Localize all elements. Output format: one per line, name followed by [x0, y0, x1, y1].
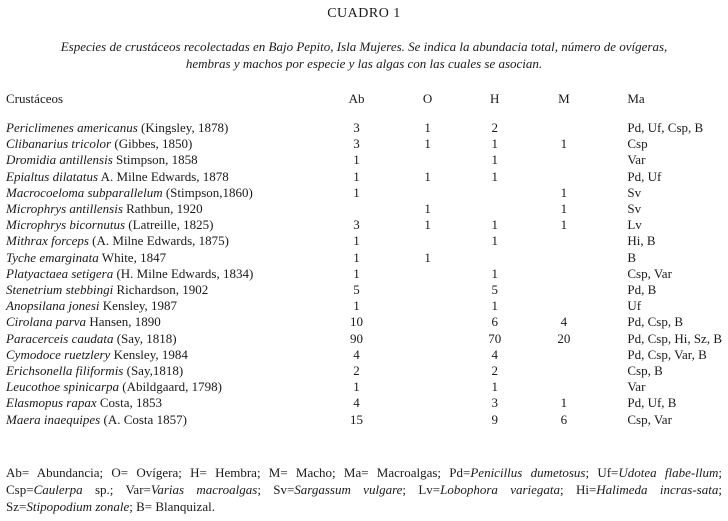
- cell-female: 2: [491, 120, 498, 135]
- species-name: Tyche emarginata: [6, 249, 99, 265]
- header-abundance: Ab: [348, 91, 365, 106]
- cell-female: 1: [491, 233, 498, 249]
- cell-ovigerous: [388, 233, 467, 249]
- cell-female: 3: [491, 395, 498, 411]
- table-row: [6, 412, 722, 428]
- footnote-text: ; Hi=: [560, 482, 597, 497]
- species-author: Kensley, 1984: [110, 346, 188, 362]
- table-body: [6, 110, 722, 428]
- cell-male: 1: [560, 201, 568, 217]
- cell-ovigerous: 1: [424, 136, 431, 152]
- cell-abundance: 15: [350, 411, 364, 427]
- cell-abundance: 5: [353, 282, 360, 298]
- cell-male: 1: [560, 136, 568, 152]
- header-ovigerous: O: [422, 91, 433, 106]
- cell-male: 1: [560, 395, 568, 411]
- species-author: Stimpson, 1858: [112, 152, 198, 168]
- footnote-text: ; B= Blanquizal.: [129, 499, 215, 514]
- footnote-text: Ab= Abundancia; O= Ovígera; H= Hembra; M= Macho; Ma= Macroalgas; Pd=: [6, 465, 471, 480]
- cell-abundance: 3: [353, 217, 360, 233]
- cell-female: 1: [491, 265, 498, 281]
- cell-species: [6, 250, 325, 266]
- species-name: Elasmopus rapax: [6, 395, 97, 411]
- table-row: [6, 201, 722, 217]
- species-author: A. Milne Edwards, 1878: [98, 168, 229, 184]
- cell-male: 6: [560, 411, 568, 427]
- cell-female: [467, 250, 522, 266]
- cell-abundance: 4: [353, 346, 360, 362]
- cell-macroalgae: Csp, Var: [627, 265, 672, 281]
- cell-species: [6, 379, 325, 395]
- cell-abundance: 4: [353, 395, 360, 411]
- table-row: [6, 331, 722, 347]
- cell-species: [6, 120, 325, 136]
- cell-macroalgae: Pd, Csp, B: [627, 314, 683, 330]
- table-row: [6, 185, 722, 201]
- table-row: [6, 266, 722, 282]
- species-name: Epialtus dilatatus: [6, 168, 99, 184]
- cell-ovigerous: [388, 298, 467, 314]
- species-name: Dromidia antillensis: [6, 152, 113, 168]
- footnote-term: Udotea flabe-llum: [618, 465, 719, 480]
- cell-male: 1: [560, 217, 568, 233]
- cell-ovigerous: [388, 412, 467, 428]
- caption-line-2: hembras y machos por especie y las algas con las cuales se asocian.: [185, 56, 543, 71]
- caption-line-1: Especies de crustáceos recolectadas en Bajo Pepito, Isla Mujeres. Se indica la abundacia total, número de ovígeras,: [60, 39, 668, 54]
- cell-species: [6, 152, 325, 168]
- table-row: [6, 233, 722, 249]
- cell-abundance: 1: [353, 249, 360, 265]
- cell-female: 1: [491, 379, 498, 395]
- cell-abundance: [325, 201, 388, 217]
- table-row: [6, 136, 722, 152]
- cell-ovigerous: [388, 314, 467, 330]
- cell-male: 4: [560, 314, 568, 330]
- cell-macroalgae: Csp: [627, 136, 648, 152]
- species-author: (Stimpson,1860): [162, 184, 253, 200]
- cell-ovigerous: [388, 347, 467, 363]
- cell-abundance: 1: [353, 168, 360, 184]
- table-row: [6, 120, 722, 136]
- species-name: Cymodoce ruetzlery: [6, 346, 111, 362]
- header-female: H: [490, 91, 500, 106]
- species-author: Hansen, 1890: [86, 314, 161, 330]
- species-author: (Latreille, 1825): [125, 217, 214, 233]
- cell-macroalgae: Pd, Csp, Var, B: [627, 346, 707, 362]
- species-name: Platyactaea setigera: [6, 265, 114, 281]
- cell-abundance: 10: [350, 314, 364, 330]
- cell-abundance: 1: [353, 265, 360, 281]
- cell-ovigerous: [388, 266, 467, 282]
- cell-female: 1: [491, 168, 498, 184]
- cell-female: 1: [491, 298, 498, 314]
- species-name: Cirolana parva: [6, 314, 87, 330]
- cell-ovigerous: [388, 395, 467, 411]
- species-author: (A. Costa 1857): [100, 411, 187, 427]
- cell-ovigerous: [388, 363, 467, 379]
- cell-ovigerous: 1: [424, 120, 431, 135]
- footnote-term: Lobophora variegata: [440, 482, 561, 497]
- cell-macroalgae: Hi, B: [627, 233, 656, 249]
- cell-female: 1: [491, 217, 498, 233]
- cell-female: 70: [488, 330, 502, 346]
- cell-ovigerous: [388, 185, 467, 201]
- species-name: Anopsilana jonesi: [6, 298, 100, 314]
- cell-male: [522, 266, 605, 282]
- species-author: White, 1847: [98, 249, 167, 265]
- species-name: Periclimenes americanus: [6, 120, 138, 135]
- cell-species: [6, 331, 325, 347]
- table-row: [6, 347, 722, 363]
- footnote-text: sp.; Var=: [82, 482, 151, 497]
- cell-female: 5: [491, 282, 498, 298]
- header-male: M: [558, 91, 570, 106]
- cell-species: [6, 233, 325, 249]
- cell-ovigerous: 1: [424, 168, 431, 184]
- species-author: (A. Milne Edwards, 1875): [88, 233, 230, 249]
- cell-macroalgae: Uf: [627, 298, 642, 314]
- cell-macroalgae: Pd, Csp, Hi, Sz, B: [627, 330, 722, 346]
- table-row: [6, 314, 722, 330]
- species-author: (H. Milne Edwards, 1834): [113, 265, 254, 281]
- species-name: Leucothoe spinicarpa: [6, 379, 120, 395]
- cell-macroalgae: Csp, Var: [627, 411, 672, 427]
- cell-macroalgae: Csp, B: [627, 363, 663, 379]
- cell-female: 1: [491, 152, 498, 168]
- cell-female: 1: [491, 136, 498, 152]
- species-name: Erichsonella filiformis: [6, 363, 124, 379]
- cell-species: [6, 395, 325, 411]
- cell-abundance: 90: [350, 330, 364, 346]
- cell-ovigerous: [388, 379, 467, 395]
- cell-species: [6, 282, 325, 298]
- cell-species: [6, 314, 325, 330]
- species-author: (Kingsley, 1878): [137, 120, 229, 135]
- cell-macroalgae: Sv: [627, 201, 642, 217]
- cell-species: [6, 169, 325, 185]
- species-name: Maera inaequipes: [6, 411, 101, 427]
- cell-abundance: 1: [353, 152, 360, 168]
- cell-macroalgae: Pd, B: [627, 282, 657, 298]
- cell-species: [6, 266, 325, 282]
- cell-abundance: 1: [353, 298, 360, 314]
- footnote-term: Sargassum vulgare: [294, 482, 403, 497]
- table-spacer-row: [6, 110, 722, 120]
- species-name: Paracerceis caudata: [6, 330, 114, 346]
- cell-ovigerous: [388, 152, 467, 168]
- header-species: Crustáceos: [6, 91, 64, 106]
- species-author: Richardson, 1902: [113, 282, 209, 298]
- species-author: (Say, 1818): [113, 330, 177, 346]
- cell-abundance: 1: [353, 184, 360, 200]
- cell-species: [6, 412, 325, 428]
- table-caption: [10, 38, 718, 72]
- cell-male: [522, 152, 605, 168]
- cell-male: [522, 298, 605, 314]
- table-row: [6, 152, 722, 168]
- table-row: [6, 282, 722, 298]
- cell-male: [522, 169, 605, 185]
- table-row: [6, 250, 722, 266]
- cell-species: [6, 201, 325, 217]
- footnote-term: Stipopodium zonale: [26, 499, 130, 514]
- cell-female: 4: [491, 346, 498, 362]
- cell-ovigerous: [388, 282, 467, 298]
- species-name: Macrocoeloma subparallelum: [6, 184, 163, 200]
- species-name: Stenetrium stebbingi: [6, 282, 114, 298]
- crustacean-table: [6, 88, 722, 428]
- cell-male: [522, 250, 605, 266]
- cell-macroalgae: Pd, Uf, B: [627, 395, 677, 411]
- cell-abundance: 3: [353, 120, 360, 135]
- cell-male: [522, 233, 605, 249]
- table-header-row: [6, 88, 722, 110]
- cell-species: [6, 363, 325, 379]
- cell-macroalgae: Sv: [627, 184, 642, 200]
- cell-macroalgae: Pd, Uf: [627, 168, 662, 184]
- cell-male: [522, 347, 605, 363]
- table-title: CUADRO 1: [327, 6, 401, 21]
- cell-female: [467, 185, 522, 201]
- footnote-text: ; Uf=: [585, 465, 619, 480]
- cell-male: 20: [557, 330, 571, 346]
- table-row: [6, 217, 722, 233]
- cell-male: [522, 120, 605, 136]
- cell-male: [522, 363, 605, 379]
- species-name: Mithrax forceps: [6, 233, 89, 249]
- species-author: Kensley, 1987: [99, 298, 178, 314]
- cell-macroalgae: B: [627, 249, 637, 265]
- cell-macroalgae: Var: [627, 152, 646, 168]
- species-author: (Gibbes, 1850): [111, 136, 193, 152]
- cell-species: [6, 347, 325, 363]
- cell-male: 1: [560, 184, 568, 200]
- footnote-term: Varias macroalgas: [150, 482, 258, 497]
- cell-male: [522, 282, 605, 298]
- footnote-text: ; Lv=: [402, 482, 441, 497]
- footnote-text: ; Sz=: [6, 482, 722, 514]
- cell-ovigerous: [388, 331, 467, 347]
- footnote-term: Caulerpa: [33, 482, 83, 497]
- cell-abundance: 1: [353, 379, 360, 395]
- table-row: [6, 395, 722, 411]
- cell-species: [6, 185, 325, 201]
- species-name: Microphrys antillensis: [6, 201, 123, 217]
- table-row: [6, 298, 722, 314]
- cell-abundance: 3: [353, 136, 360, 152]
- footnote-term: Penicillus dumetosus: [470, 465, 586, 480]
- cell-ovigerous: 1: [424, 201, 431, 217]
- cell-macroalgae: Lv: [627, 217, 642, 233]
- cell-female: 6: [491, 314, 498, 330]
- cell-ovigerous: 1: [424, 217, 431, 233]
- species-author: Costa, 1853: [96, 395, 163, 411]
- species-author: (Abildgaard, 1798): [119, 379, 222, 395]
- species-name: Clibanarius tricolor: [6, 136, 112, 152]
- cell-female: 9: [491, 411, 498, 427]
- cell-abundance: 1: [353, 233, 360, 249]
- cell-species: [6, 136, 325, 152]
- cell-male: [522, 379, 605, 395]
- cell-macroalgae: Pd, Uf, Csp, B: [627, 120, 704, 135]
- footnote-term: Halimeda incras-sata: [596, 482, 719, 497]
- cell-species: [6, 217, 325, 233]
- cell-ovigerous: 1: [424, 249, 431, 265]
- species-author: Rathbun, 1920: [122, 201, 203, 217]
- table-row: [6, 363, 722, 379]
- cell-macroalgae: Var: [627, 379, 646, 395]
- cell-female: 2: [491, 363, 498, 379]
- footnote-text: ; Csp=: [6, 465, 722, 497]
- cell-species: [6, 298, 325, 314]
- species-name: Microphrys bicornutus: [6, 217, 126, 233]
- footnote-text: ; Sv=: [257, 482, 295, 497]
- cell-female: [467, 201, 522, 217]
- table-row: [6, 379, 722, 395]
- cell-abundance: 2: [353, 363, 360, 379]
- table-footnote: [6, 464, 722, 515]
- header-macroalgae: Ma: [627, 91, 645, 106]
- species-author: (Say,1818): [123, 363, 184, 379]
- table-row: [6, 169, 722, 185]
